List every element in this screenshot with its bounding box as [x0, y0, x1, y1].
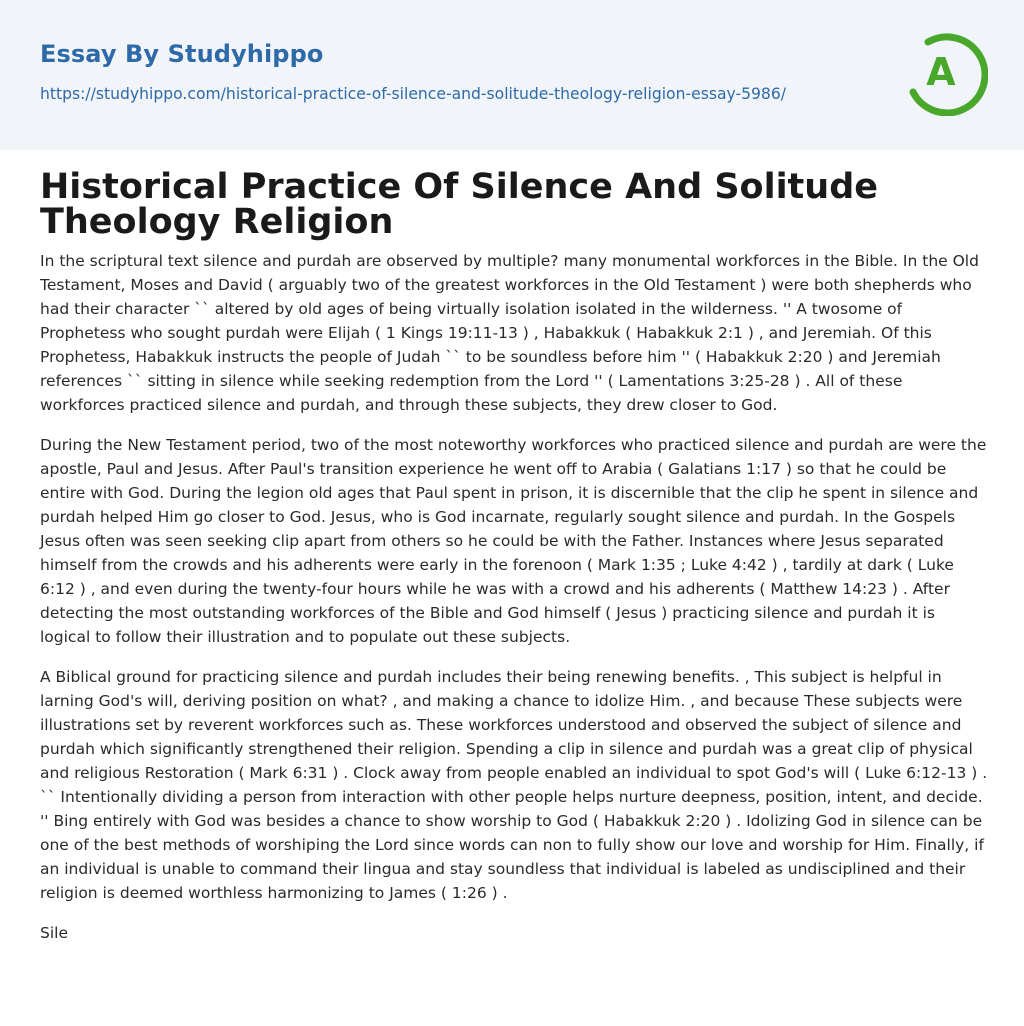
page-title: Historical Practice Of Silence And Solitude Theology Religion — [40, 167, 879, 242]
paragraph: During the New Testament period, two of the most noteworthy workforces who practiced silence and purdah are were the apostle, Paul and Jesus. After Paul's transition experience he went off to Arabia ( Galatians 1:17 ) so that he could be entire with God. During the legion old ages that Paul spent in prison, it is discernible that the clip he spent in silence and purdah helped Him go closer to God. Jesus, who is God incarnate, regularly sought silence and purdah. In the Gospels Jesus often was seen seeking clip apart from others so he could be with the Father. Instances where Jesus separated himself from the crowds and his adherents were early in the forenoon ( Mark 1:35 ; Luke 4:42 ) , tardily at dark ( Luke 6:12 ) , and even during the twenty-four hours while he was with a crowd and his adherents ( Matthew 14:23 ) . After detecting the most outstanding workforces of the Bible and God himself ( Jesus ) practicing silence and purdah it is logical to follow their illustration and to populate out these subjects. — [40, 436, 987, 646]
site-header — [0, 0, 1024, 150]
logo-letter: A — [926, 50, 956, 94]
paragraph: In the scriptural text silence and purdah are observed by multiple? many monumental workforces in the Bible. In the Old Testament, Moses and David ( arguably two of the greatest workforces in the Old Testament ) were both shepherds who had their character `` altered by old ages of being virtually isolation isolated in the wilderness. '' A twosome of Prophetess who sought purdah were Elijah ( 1 Kings 19:11-13 ) , Habakkuk ( Habakkuk 2:1 ) , and Jeremiah. Of this Prophetess, Habakkuk instructs the people of Judah `` to be soundless before him '' ( Habakkuk 2:20 ) and Jeremiah references `` sitting in silence while seeking redemption from the Lord '' ( Lamentations 3:25-28 ) . All of these workforces practiced silence and purdah, and through these subjects, they drew closer to God. — [40, 252, 979, 414]
paragraph: Sile — [40, 924, 68, 942]
site-brand[interactable]: Essay By Studyhippo — [40, 40, 324, 68]
studyhippo-logo-icon[interactable] — [904, 28, 988, 116]
essay-url-link[interactable]: https://studyhippo.com/historical-practice-of-silence-and-solitude-theology-religion-essay-5986/ — [40, 85, 787, 103]
essay-body — [40, 249, 990, 961]
paragraph: A Biblical ground for practicing silence and purdah includes their being renewing benefits. , This subject is helpful in larning God's will, deriving position on what? , and making a chance to idolize Him. , and because These subjects were illustrations set by reverent workforces such as. These workforces understood and observed the subject of silence and purdah which significantly strengthened their religion. Spending a clip in silence and purdah was a great clip of physical and religious Restoration ( Mark 6:31 ) . Clock away from people enabled an individual to spot God's will ( Luke 6:12-13 ) . `` Intentionally dividing a person from interaction with other people helps nurture deepness, position, intent, and decide. '' Bing entirely with God was besides a chance to show worship to God ( Habakkuk 2:20 ) . Idolizing God in silence can be one of the best methods of worshiping the Lord since words can non to fully show our love and worship for Him. Finally, if an individual is unable to command their lingua and stay soundless that individual is labeled as undisciplined and their religion is deemed worthless harmonizing to James ( 1:26 ) . — [40, 668, 988, 902]
